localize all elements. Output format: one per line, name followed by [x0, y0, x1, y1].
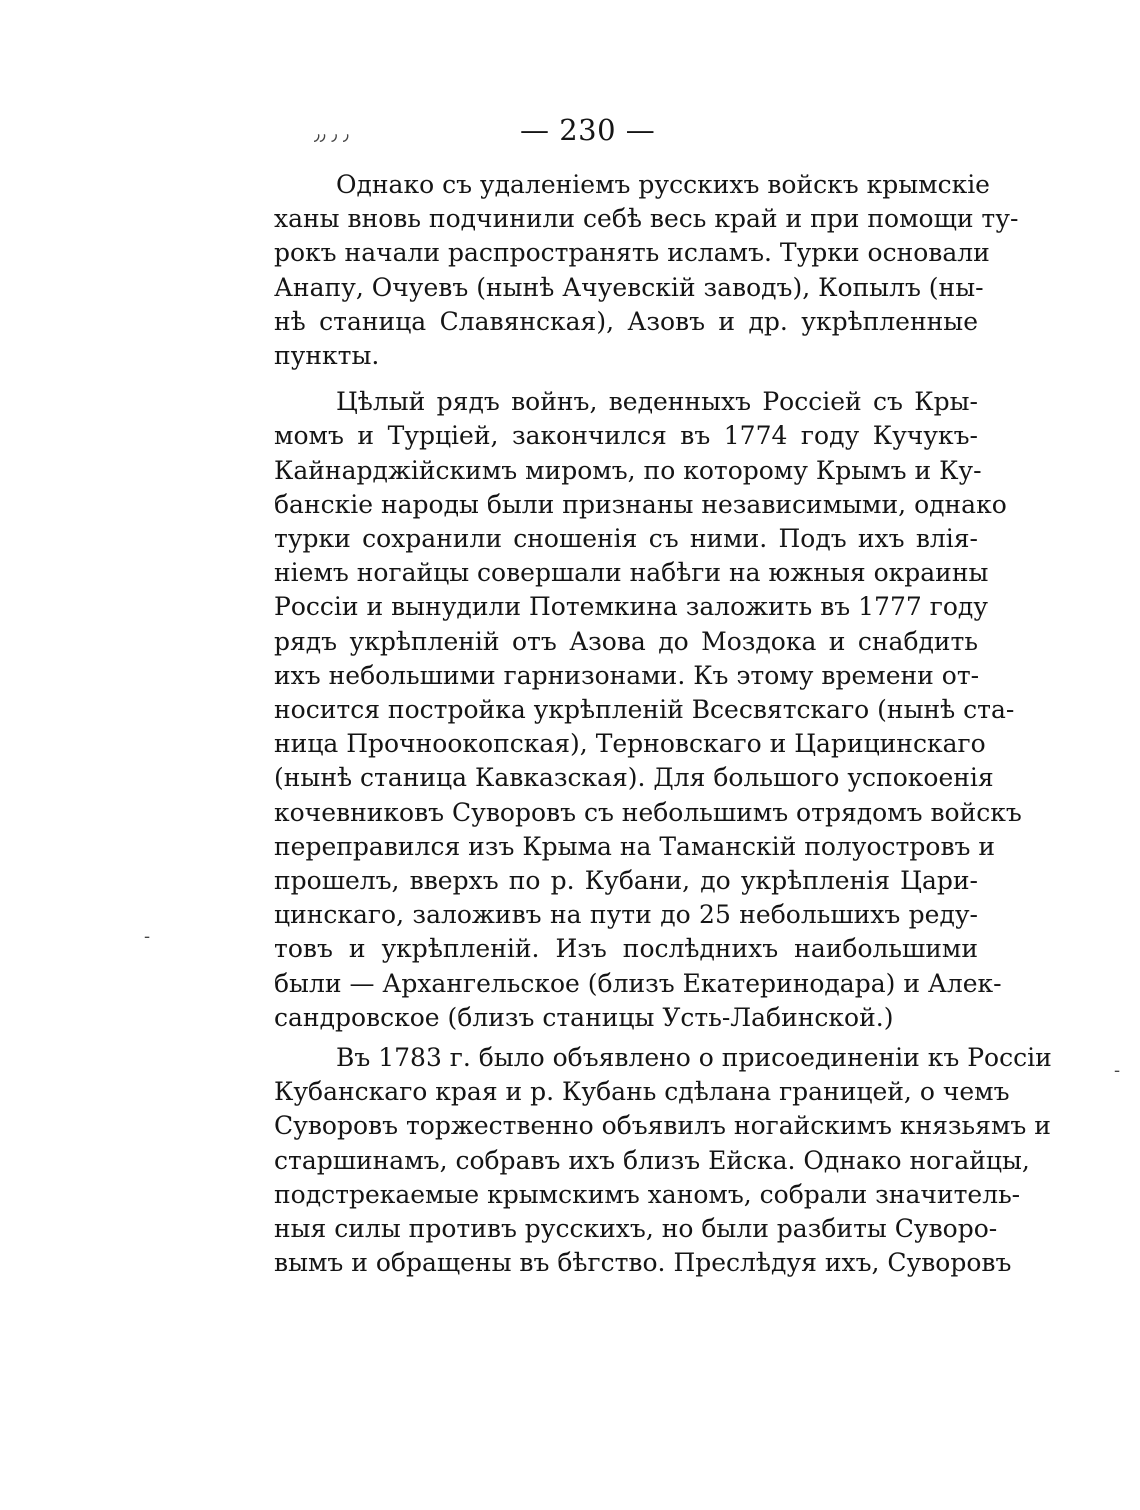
- text-line: вымъ и обращены въ бѣгство. Преслѣдуя ихъ, Суворовъ: [274, 1248, 1012, 1278]
- text-line: Однако съ удаленіемъ русскихъ войскъ крымскіе: [336, 170, 990, 199]
- text-line: ханы вновь подчинили себѣ весь край и при помощи ту-: [274, 204, 1019, 234]
- text-line: старшинамъ, собравъ ихъ близъ Ейска. Однако ногайцы,: [274, 1145, 1030, 1175]
- text-line: турки сохранили сношенія съ ними. Подъ ихъ влія-: [274, 524, 978, 554]
- text-line: ихъ небольшими гарнизонами. Къ этому времени от-: [274, 660, 980, 690]
- text-line: Анапу, Очуевъ (нынѣ Ачуевскій заводъ), Копылъ (ны-: [274, 272, 984, 302]
- left-margin-ink-mark: -: [144, 926, 151, 947]
- text-line: нѣ станица Славянская), Азовъ и др. укрѣпленные: [274, 306, 978, 336]
- text-line: рокъ начали распространять исламъ. Турки основали: [274, 238, 990, 268]
- paragraph-3: [274, 1041, 1052, 1280]
- text-line: рядъ укрѣпленій отъ Азова до Моздока и снабдить: [274, 626, 978, 656]
- page-number: — 230 —: [520, 113, 656, 147]
- text-line: цинскаго, заложивъ на пути до 25 небольшихъ реду-: [274, 900, 978, 930]
- text-line: ница Прочноокопская), Терновскаго и Царицинскаго: [274, 729, 986, 759]
- text-line: Кайнарджійскимъ миромъ, по которому Крымъ и Ку-: [274, 455, 982, 485]
- text-line: банскіе народы были признаны независимыми, однако: [274, 489, 1007, 519]
- text-line: сандровское (близъ станицы Усть-Лабинской.): [274, 1002, 894, 1032]
- text-line: подстрекаемые крымскимъ ханомъ, собрали значитель-: [274, 1179, 1021, 1209]
- paragraph-1: [274, 168, 1019, 373]
- text-line: товъ и укрѣпленій. Изъ послѣднихъ наибольшими: [274, 934, 978, 964]
- text-line: ныя силы противъ русскихъ, но были разбиты Суворо-: [274, 1214, 998, 1244]
- text-line: были — Архангельское (близъ Екатеринодара) и Алек-: [274, 968, 1002, 998]
- top-left-ink-marks: ٫ ٫ ٫٫: [314, 124, 349, 145]
- text-line: Суворовъ торжественно объявилъ ногайскимъ князьямъ и: [274, 1111, 1051, 1141]
- text-line: Цѣлый рядъ войнъ, веденныхъ Россіей съ Кры-: [336, 387, 978, 417]
- text-line: прошелъ, вверхъ по р. Кубани, до укрѣпленія Цари-: [274, 866, 978, 896]
- text-line: Кубанскаго края и р. Кубань сдѣлана границей, о чемъ: [274, 1077, 1010, 1107]
- text-line: носится постройка укрѣпленій Всесвятскаго (нынѣ ста-: [274, 695, 1015, 725]
- text-line: Въ 1783 г. было объявлено о присоединеніи къ Россіи: [336, 1043, 1052, 1073]
- text-line: пункты.: [274, 341, 380, 371]
- paragraph-2: [274, 385, 1022, 1035]
- text-line: переправился изъ Крыма на Таманскій полуостровъ и: [274, 831, 996, 861]
- text-line: ніемъ ногайцы совершали набѣги на южныя окраины: [274, 558, 989, 588]
- main-text: [274, 168, 1052, 1281]
- right-margin-ink-mark: -: [1114, 1060, 1121, 1081]
- text-line: (нынѣ станица Кавказская). Для большого успокоенія: [274, 763, 994, 793]
- text-line: момъ и Турціей, закончился въ 1774 году Кучукъ-: [274, 421, 978, 451]
- text-line: Россіи и вынудили Потемкина заложить въ 1777 году: [274, 592, 988, 622]
- text-line: кочевниковъ Суворовъ съ небольшимъ отрядомъ войскъ: [274, 797, 1022, 827]
